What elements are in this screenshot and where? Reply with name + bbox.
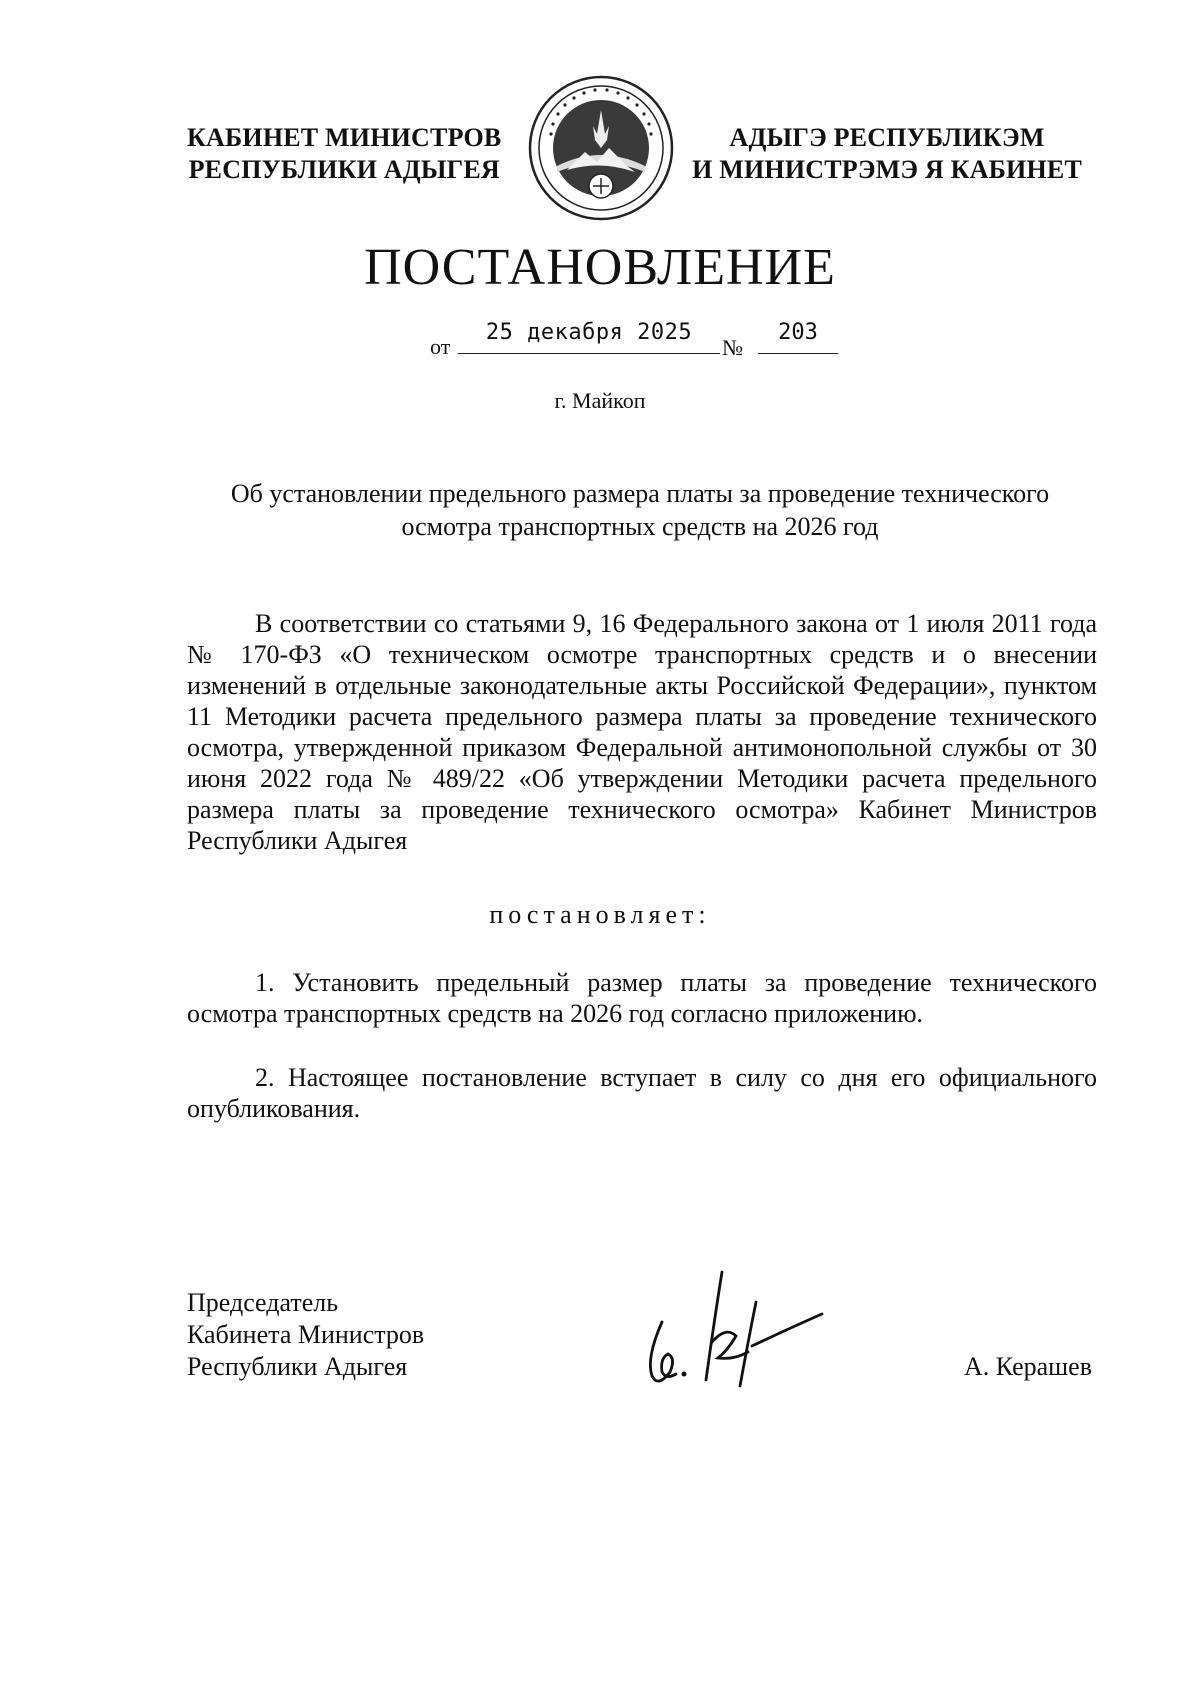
document-number: 203 xyxy=(778,320,818,345)
state-emblem-icon xyxy=(527,74,675,222)
handwritten-signature-icon xyxy=(640,1262,860,1402)
date-prefix-label: от xyxy=(430,334,451,359)
signatory-name: А. Керашев xyxy=(963,1352,1092,1381)
org-name-adyghe: АДЫГЭ РЕСПУБЛИКЭМ И МИНИСТРЭМЭ Я КАБИНЕТ xyxy=(692,123,1082,184)
document-subject: Об установлении предельного размера платы за проведение технического осмотра транспортных средств на 2026 год xyxy=(230,479,1050,541)
preamble-paragraph: В соответствии со статьями 9, 16 Федерального закона от 1 июля 2011 года № 170-ФЗ «О техническом осмотре транспортных средств и о внесении изменений в отдельные законодательные акты Российской Федерации», пунктом 11 Методики расчета предельного размера платы за проведение технического осмотра, утвержденной приказом Федеральной антимонопольной службы от 30 июня 2022 года № 489/22 «Об утверждении Методики расчета предельного размера платы за проведение технического осмотра» Кабинет Министров Республики Адыгея xyxy=(187,609,1097,855)
decree-word: постановляет: xyxy=(489,900,711,929)
org-name-russian: КАБИНЕТ МИНИСТРОВ РЕСПУБЛИКИ АДЫГЕЯ xyxy=(187,123,502,184)
number-underline xyxy=(758,353,838,354)
date-and-number xyxy=(430,318,830,358)
city-label: г. Майкоп xyxy=(554,388,646,413)
document-date: 25 декабря 2025 xyxy=(485,320,693,345)
decree-item-1: 1. Установить предельный размер платы за проведение технического осмотра транспортных средств на 2026 год согласно приложению. xyxy=(187,968,1097,1028)
decree-item-2: 2. Настоящее постановление вступает в силу со дня его официального опубликования. xyxy=(187,1063,1097,1123)
number-sign-label: № xyxy=(722,335,743,360)
document-title: ПОСТАНОВЛЕНИЕ xyxy=(364,239,836,296)
signatory-title: Председатель Кабинета Министров Республики Адыгея xyxy=(187,1288,425,1381)
date-underline xyxy=(458,353,720,354)
